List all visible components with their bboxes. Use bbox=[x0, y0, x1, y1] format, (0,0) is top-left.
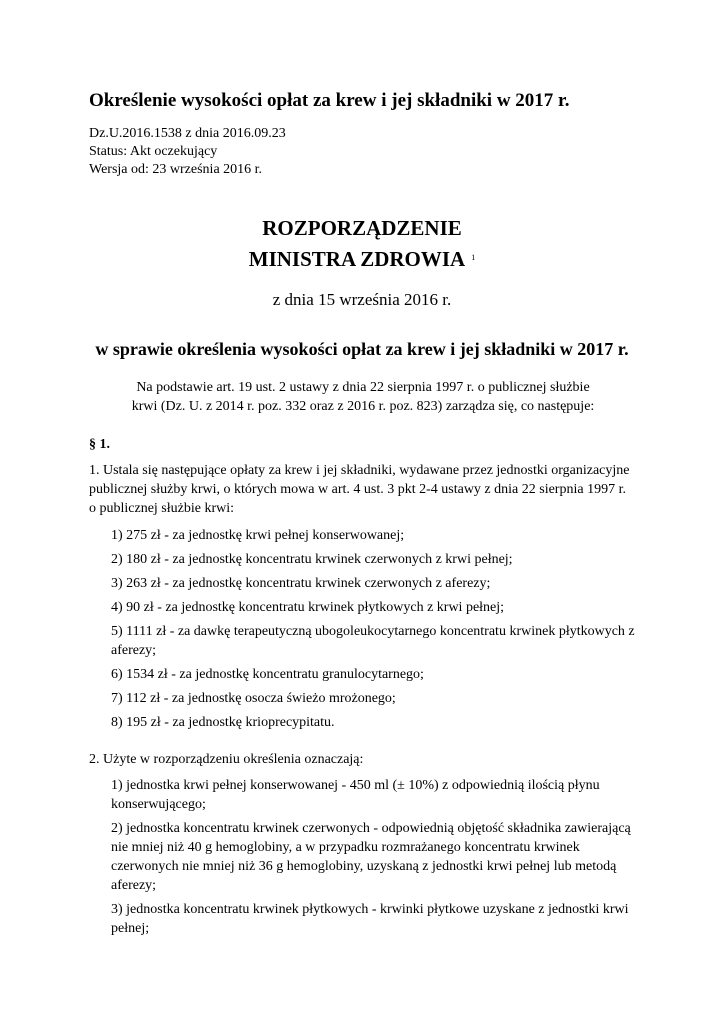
act-authority-text: MINISTRA ZDROWIA bbox=[248, 247, 466, 271]
fee-list bbox=[111, 526, 637, 737]
list-item: 3) jednostka koncentratu krwinek płytkowych - krwinki płytkowe uzyskane z jednostki krwi pełnej; bbox=[111, 902, 629, 936]
document-metadata bbox=[89, 125, 286, 179]
act-date: z dnia 15 września 2016 r. bbox=[272, 290, 452, 309]
list-item: 1) jednostka krwi pełnej konserwowanej - 450 ml (± 10%) z odpowiednią ilością płynu konserwującego; bbox=[111, 778, 600, 812]
section-mark: § 1. bbox=[89, 437, 110, 452]
list-item: 4) 90 zł - za jednostkę koncentratu krwinek płytkowych z krwi pełnej; bbox=[111, 600, 505, 615]
definitions-list bbox=[111, 776, 637, 943]
publication-reference: Dz.U.2016.1538 z dnia 2016.09.23 bbox=[89, 126, 286, 141]
act-status: Status: Akt oczekujący bbox=[89, 144, 218, 159]
footnote-marker[interactable]: 1 bbox=[471, 253, 476, 262]
act-type: ROZPORZĄDZENIE bbox=[262, 216, 462, 240]
list-item: 7) 112 zł - za jednostkę osocza świeżo mrożonego; bbox=[111, 691, 396, 706]
list-item: 1) 275 zł - za jednostkę krwi pełnej konserwowanej; bbox=[111, 528, 405, 543]
paragraph-1: 1. Ustala się następujące opłaty za krew i jej składniki, wydawane przez jednostki organizacyjne publicznej służby krwi, o których mowa w art. 4 ust. 3 pkt 2-4 ustawy z dnia 22 sierpnia 1997 r. o publicznej służbie krwi: bbox=[89, 463, 630, 516]
list-item: 5) 1111 zł - za dawkę terapeutyczną ubogoleukocytarnego koncentratu krwinek płytkowych z aferezy; bbox=[111, 624, 635, 658]
list-item: 2) jednostka koncentratu krwinek czerwonych - odpowiednią objętość składnika zawierającą nie mniej niż 40 g hemoglobiny, a w przypadku rozmrażanego koncentratu krwinek czerwonych nie mniej niż 36 g hemoglobiny, uzyskaną z jednostki krwi pełnej lub metodą aferezy; bbox=[111, 821, 631, 893]
document-title: Określenie wysokości opłat za krew i jej składniki w 2017 r. bbox=[89, 90, 570, 111]
version-date: Wersja od: 23 września 2016 r. bbox=[89, 162, 263, 177]
list-item: 8) 195 zł - za jednostkę krioprecypitatu. bbox=[111, 715, 335, 730]
list-item: 6) 1534 zł - za jednostkę koncentratu granulocytarnego; bbox=[111, 667, 424, 682]
paragraph-2: 2. Użyte w rozporządzeniu określenia oznaczają: bbox=[89, 752, 364, 767]
list-item: 3) 263 zł - za jednostkę koncentratu krwinek czerwonych z aferezy; bbox=[111, 576, 491, 591]
act-subject: w sprawie określenia wysokości opłat za krew i jej składniki w 2017 r. bbox=[95, 339, 629, 359]
act-authority bbox=[0, 243, 724, 274]
act-heading bbox=[0, 213, 724, 274]
preamble: Na podstawie art. 19 ust. 2 ustawy z dnia 22 sierpnia 1997 r. o publicznej służbie krwi (Dz. U. z 2014 r. poz. 332 oraz z 2016 r. poz. 823) zarządza się, co następuje: bbox=[131, 380, 595, 414]
list-item: 2) 180 zł - za jednostkę koncentratu krwinek czerwonych z krwi pełnej; bbox=[111, 552, 513, 567]
